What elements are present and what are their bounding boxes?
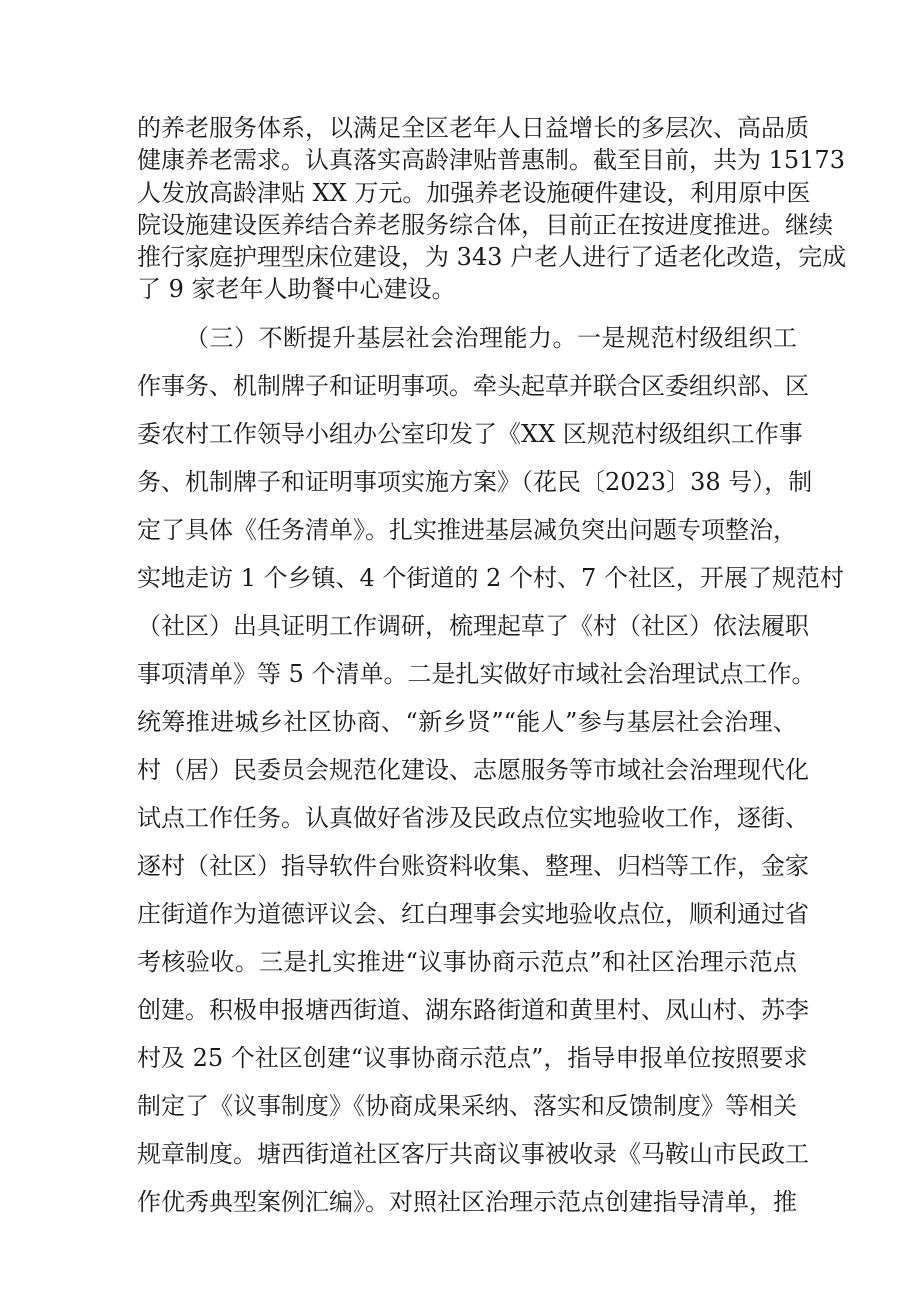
text-line: 委农村工作领导小组办公室印发了《XX 区规范村级组织工作事 [137, 420, 803, 448]
text-line: 规章制度。塘西街道社区客厅共商议事被收录《马鞍山市民政工 [137, 1140, 809, 1168]
text-line: 考核验收。三是扎实推进“议事协商示范点”和社区治理示范点 [137, 948, 797, 976]
text-line: 作事务、机制牌子和证明事项。牵头起草并联合区委组织部、区 [137, 372, 809, 400]
text-line: 庄街道作为道德评议会、红白理事会实地验收点位，顺利通过省 [137, 900, 809, 928]
text-line: 统筹推进城乡社区协商、“新乡贤”“能人”参与基层社会治理、 [137, 708, 797, 736]
text-line: （三）不断提升基层社会治理能力。一是规范村级组织工 [185, 324, 797, 352]
text-line: 村及 25 个社区创建“议事协商示范点”，指导申报单位按照要求 [137, 1044, 808, 1072]
text-line: 定了具体《任务清单》。扎实推进基层减负突出问题专项整治， [137, 516, 797, 544]
text-line: （社区）出具证明工作调研，梳理起草了《村（社区）依法履职 [137, 612, 809, 640]
text-line: 院设施建设医养结合养老服务综合体，目前正在按进度推进。继续 [137, 211, 833, 239]
text-line: 作优秀典型案例汇编》。对照社区治理示范点创建指导清单，推 [137, 1188, 797, 1216]
text-line: 人发放高龄津贴 XX 万元。加强养老设施硬件建设，利用原中医 [137, 179, 811, 207]
text-line: 了 9 家老年人助餐中心建设。 [137, 275, 456, 303]
text-line: 务、机制牌子和证明事项实施方案》（花民〔2023〕38 号），制 [137, 468, 813, 496]
text-line: 创建。积极申报塘西街道、湖东路街道和黄里村、凤山村、苏李 [137, 996, 809, 1024]
text-line: 试点工作任务。认真做好省涉及民政点位实地验收工作，逐街、 [137, 804, 809, 832]
text-line: 推行家庭护理型床位建设，为 343 户老人进行了适老化改造，完成 [137, 243, 847, 271]
text-line: 制定了《议事制度》《协商成果采纳、落实和反馈制度》等相关 [137, 1092, 797, 1120]
text-line: 的养老服务体系，以满足全区老年人日益增长的多层次、高品质 [137, 114, 809, 142]
text-line: 实地走访 1 个乡镇、4 个街道的 2 个村、7 个社区，开展了规范村 [137, 564, 844, 592]
text-line: 村（居）民委员会规范化建设、志愿服务等市域社会治理现代化 [137, 756, 809, 784]
text-line: 逐村（社区）指导软件台账资料收集、整理、归档等工作，金家 [137, 852, 809, 880]
text-line: 事项清单》等 5 个清单。二是扎实做好市域社会治理试点工作。 [137, 660, 816, 688]
text-line: 健康养老需求。认真落实高龄津贴普惠制。截至目前，共为 15173 [137, 146, 845, 174]
